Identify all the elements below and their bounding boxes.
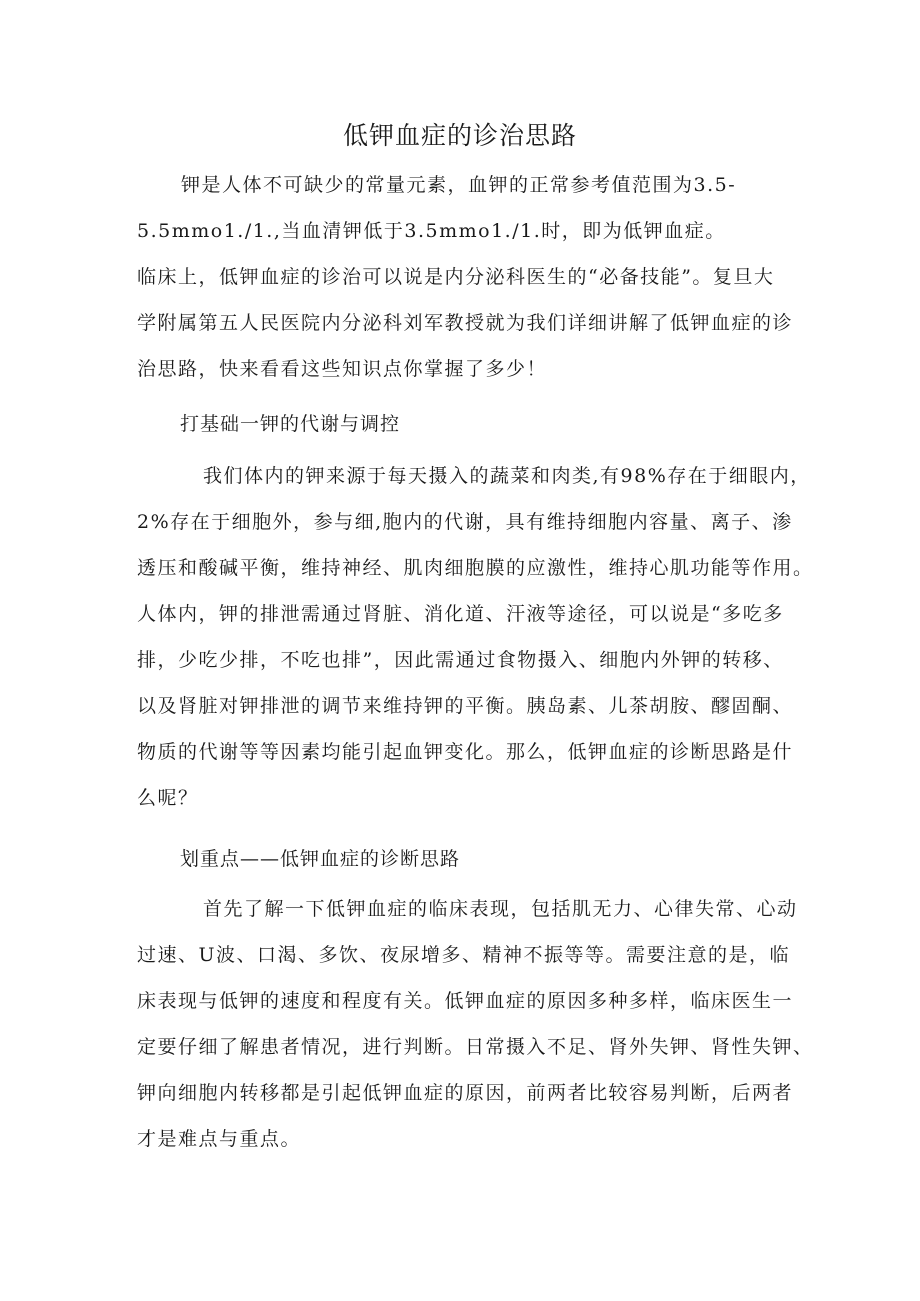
intro-line-4: 学附属第五人民医院内分泌科刘军教授就为我们详细讲解了低钾血症的诊 [137, 312, 794, 334]
metabolism-line-2: 2%存在于细胞外，参与细,胞内的代谢，具有维持细胞内容量、离子、渗 [137, 511, 793, 533]
metabolism-line-1: 我们体内的钾来源于每天摄入的蔬菜和肉类,有98%存在于细眼内， [203, 465, 811, 487]
metabolism-line-7: 物质的代谢等等因素均能引起血钾变化。那么，低钾血症的诊断思路是什 [137, 741, 794, 763]
diagnosis-line-6: 才是难点与重点。 [137, 1128, 302, 1150]
diagnosis-line-2: 过速、U波、口渴、多饮、夜尿增多、精神不振等等。需要注意的是，临 [137, 944, 791, 966]
diagnosis-paragraph [137, 886, 814, 1162]
intro-paragraph [137, 162, 794, 392]
intro-line-1: 钾是人体不可缺少的常量元素，血钾的正常参考值范围为3.5- [181, 174, 737, 196]
section-heading-diagnosis: 划重点——低钾血症的诊断思路 [180, 848, 461, 870]
metabolism-line-8: 么呢？ [137, 787, 199, 809]
metabolism-line-5: 排，少吃少排，不吃也排”，因此需通过食物摄入、细胞内外钾的转移、 [137, 649, 784, 671]
metabolism-line-3: 透压和酸碱平衡，维持神经、肌肉细胞膜的应激性，维持心肌功能等作用。 [137, 557, 814, 579]
diagnosis-line-5: 钾向细胞内转移都是引起低钾血症的原因，前两者比较容易判断，后两者 [137, 1082, 794, 1104]
diagnosis-line-1: 首先了解一下低钾血症的临床表现，包括肌无力、心律失常、心动 [203, 898, 798, 920]
document-title: 低钾血症的诊治思路 [342, 121, 577, 150]
diagnosis-line-3: 床表现与低钾的速度和程度有关。低钾血症的原因多种多样，临床医生一 [137, 990, 794, 1012]
section-heading-metabolism: 打基础一钾的代谢与调控 [180, 413, 401, 435]
metabolism-line-6: 以及肾脏对钾排泄的调节来维持钾的平衡。胰岛素、儿茶胡胺、醪固酮、 [137, 695, 794, 717]
intro-line-5: 治思路，快来看看这些知识点你掌握了多少！ [137, 358, 548, 380]
intro-line-3: 临床上，低钾血症的诊治可以说是内分泌科医生的“必备技能”。复旦大 [137, 266, 775, 288]
metabolism-line-4: 人体内，钾的排泄需通过肾脏、消化道、汗液等途径，可以说是“多吃多 [137, 603, 784, 625]
metabolism-paragraph [137, 453, 814, 821]
intro-line-2: 5.5mmo1./1.,当血清钾低于3.5mmo1./1.时，即为低钾血症。 [137, 220, 726, 242]
diagnosis-line-4: 定要仔细了解患者情况，进行判断。日常摄入不足、肾外失钾、肾性失钾、 [137, 1036, 814, 1058]
